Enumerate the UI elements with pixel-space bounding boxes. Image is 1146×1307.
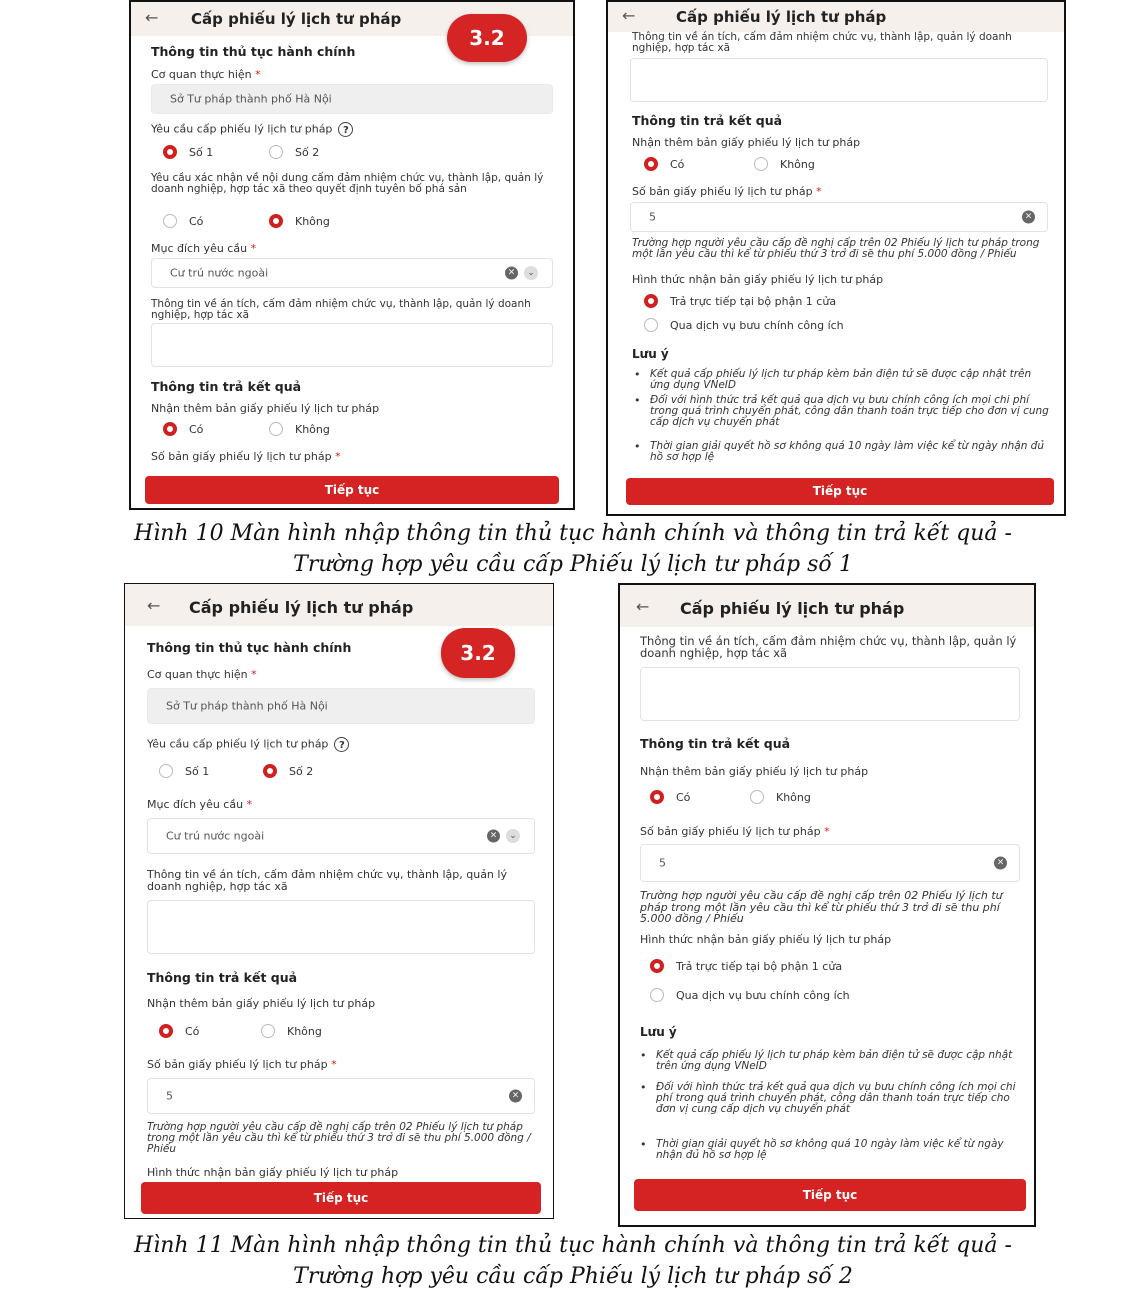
criminal-info-textarea[interactable] [147, 900, 535, 954]
step-badge: 3.2 [447, 14, 527, 62]
caption-line: Hình 11 Màn hình nhập thông tin thủ tục hành chính và thông tin trả kết quả - [134, 1233, 1012, 1258]
criminal-info-textarea[interactable] [640, 667, 1020, 721]
header-title: Cấp phiếu lý lịch tư pháp [676, 8, 887, 26]
fee-note: Trường hợp người yêu cầu cấp đề nghị cấp trên 02 Phiếu lý lịch tư pháp trong một lần yêu cầu thì kể từ phiếu thứ 3 trở đi sẽ thu phí 5.000 đồng / Phiếu [632, 237, 1040, 261]
criminal-info-label: Thông tin về án tích, cấm đảm nhiệm chức vụ, thành lập, quản lý doanh nghiệp, hợp tác xã [151, 298, 531, 322]
back-arrow-icon[interactable]: ← [147, 596, 161, 615]
section-result-title: Thông tin trả kết quả [151, 379, 302, 394]
criminal-info-label: Thông tin về án tích, cấm đảm nhiệm chức vụ, thành lập, quản lý doanh nghiệp, hợp tác xã [632, 31, 1012, 55]
radio-extra-no[interactable]: Không [750, 790, 811, 804]
phone-screen-fig10-step2 [606, 0, 1066, 516]
purpose-label: Mục đích yêu cầu * [147, 798, 253, 811]
clear-icon[interactable]: × [994, 857, 1007, 870]
copies-label: Số bản giấy phiếu lý lịch tư pháp * [640, 825, 830, 838]
back-arrow-icon[interactable]: ← [145, 8, 159, 27]
copies-label: Số bản giấy phiếu lý lịch tư pháp * [151, 450, 341, 463]
chevron-down-icon[interactable]: ⌄ [506, 829, 520, 843]
fee-note: Trường hợp người yêu cầu cấp đề nghị cấp trên 02 Phiếu lý lịch tư pháp trong một lần yêu cầu thì kể từ phiếu thứ 3 trở đi sẽ thu phí 5.000 đồng / Phiếu [640, 889, 1003, 926]
radio-extra-yes[interactable]: Có [163, 422, 203, 436]
note-item: • Thời gian giải quyết hồ sơ không quá 10 ngày làm việc kể từ ngày nhận đủ hồ sơ hợp lệ [632, 441, 1050, 463]
extra-copy-label: Nhận thêm bản giấy phiếu lý lịch tư pháp [640, 765, 869, 778]
clear-icon[interactable]: × [1022, 211, 1035, 224]
phone-screen-fig11-step2 [618, 583, 1036, 1227]
extra-copy-label: Nhận thêm bản giấy phiếu lý lịch tư pháp [632, 136, 861, 149]
step-badge: 3.2 [441, 628, 515, 678]
back-arrow-icon[interactable]: ← [622, 6, 636, 25]
request-type-label: Yêu cầu cấp phiếu lý lịch tư pháp ? [147, 737, 349, 752]
copies-label: Số bản giấy phiếu lý lịch tư pháp * [147, 1058, 337, 1071]
copies-input[interactable]: 5 × [147, 1078, 535, 1114]
clear-icon[interactable]: × [487, 830, 500, 843]
section-result-title: Thông tin trả kết quả [632, 113, 783, 128]
continue-button[interactable]: Tiếp tục [634, 1179, 1026, 1211]
copies-input[interactable]: 5 × [630, 202, 1048, 232]
note-item: • Kết quả cấp phiếu lý lịch tư pháp kèm bản điện tử sẽ được cập nhật trên ứng dụng VNeID [632, 369, 1050, 391]
radio-so1[interactable]: Số 1 [163, 145, 213, 159]
radio-method-direct[interactable]: Trả trực tiếp tại bộ phận 1 cửa [644, 294, 836, 308]
note-item: • Đối với hình thức trả kết quả qua dịch vụ bưu chính công ích mọi chi phí trong quá trình chuyển phát, công dân thanh toán trực tiếp cho đơn vị cung cấp dịch vụ chuyển phát [632, 395, 1050, 428]
app-header [608, 2, 1064, 32]
notes-title: Lưu ý [640, 1025, 677, 1039]
radio-extra-yes[interactable]: Có [650, 790, 690, 804]
continue-button[interactable]: Tiếp tục [626, 478, 1054, 505]
section-result-title: Thông tin trả kết quả [147, 970, 298, 985]
phone-screen-fig10-step1 [129, 0, 575, 510]
radio-so2[interactable]: Số 2 [269, 145, 319, 159]
clear-icon[interactable]: × [505, 267, 518, 280]
note-item: • Kết quả cấp phiếu lý lịch tư pháp kèm bản điện tử sẽ được cập nhật trên ứng dụng VNeID [638, 1050, 1026, 1072]
criminal-info-textarea[interactable] [151, 323, 553, 367]
radio-extra-no[interactable]: Không [754, 157, 815, 171]
method-label: Hình thức nhận bản giấy phiếu lý lịch tư pháp [640, 933, 892, 946]
clear-icon[interactable]: × [509, 1090, 522, 1103]
purpose-select[interactable]: Cư trú nước ngoài × ⌄ [147, 818, 535, 854]
method-label: Hình thức nhận bản giấy phiếu lý lịch tư pháp [147, 1166, 399, 1179]
help-question-icon[interactable]: ? [338, 122, 353, 137]
confirm-label: Yêu cầu xác nhận về nội dung cấm đảm nhiệm chức vụ, thành lập, quản lý doanh nghiệp, hợp tác xã theo quyết định tuyên bố phá sản [151, 172, 544, 196]
radio-method-post[interactable]: Qua dịch vụ bưu chính công ích [644, 318, 844, 332]
continue-button[interactable]: Tiếp tục [141, 1182, 541, 1214]
purpose-select[interactable]: Cư trú nước ngoài × ⌄ [151, 258, 553, 288]
radio-method-direct[interactable]: Trả trực tiếp tại bộ phận 1 cửa [650, 959, 842, 973]
method-label: Hình thức nhận bản giấy phiếu lý lịch tư pháp [632, 273, 884, 286]
caption-line: Hình 10 Màn hình nhập thông tin thủ tục hành chính và thông tin trả kết quả - [134, 521, 1012, 546]
phone-screen-fig11-step1 [124, 583, 554, 1219]
back-arrow-icon[interactable]: ← [636, 597, 650, 616]
header-title: Cấp phiếu lý lịch tư pháp [680, 599, 905, 618]
caption-line: Trường hợp yêu cầu cấp Phiếu lý lịch tư pháp số 2 [293, 1264, 853, 1289]
copies-label: Số bản giấy phiếu lý lịch tư pháp * [632, 185, 822, 198]
criminal-info-label: Thông tin về án tích, cấm đảm nhiệm chức vụ, thành lập, quản lý doanh nghiệp, hợp tác xã [147, 868, 507, 893]
header-title: Cấp phiếu lý lịch tư pháp [189, 598, 414, 617]
note-item: • Thời gian giải quyết hồ sơ không quá 10 ngày làm việc kể từ ngày nhận đủ hồ sơ hợp lệ [638, 1139, 1026, 1161]
extra-copy-label: Nhận thêm bản giấy phiếu lý lịch tư pháp [147, 997, 376, 1010]
section-result-title: Thông tin trả kết quả [640, 736, 791, 751]
radio-so2[interactable]: Số 2 [263, 764, 313, 778]
extra-copy-label: Nhận thêm bản giấy phiếu lý lịch tư pháp [151, 402, 380, 415]
chevron-down-icon[interactable]: ⌄ [524, 266, 538, 280]
app-header [620, 585, 1034, 627]
fee-note: Trường hợp người yêu cầu cấp đề nghị cấp trên 02 Phiếu lý lịch tư pháp trong một lần yêu cầu thì kể từ phiếu thứ 3 trở đi sẽ thu phí 5.000 đồng / Phiếu [147, 1121, 531, 1156]
radio-extra-no[interactable]: Không [261, 1024, 322, 1038]
figure-11-caption [0, 1230, 1146, 1292]
agency-field: Sở Tư pháp thành phố Hà Nội [147, 688, 535, 724]
radio-extra-yes[interactable]: Có [644, 157, 684, 171]
continue-button[interactable]: Tiếp tục [145, 476, 559, 504]
radio-so1[interactable]: Số 1 [159, 764, 209, 778]
radio-method-post[interactable]: Qua dịch vụ bưu chính công ích [650, 988, 850, 1002]
copies-input[interactable]: 5 × [640, 844, 1020, 882]
agency-field: Sở Tư pháp thành phố Hà Nội [151, 84, 553, 114]
radio-extra-yes[interactable]: Có [159, 1024, 199, 1038]
figure-10-caption [0, 518, 1146, 580]
section-admin-title: Thông tin thủ tục hành chính [147, 640, 352, 655]
header-title: Cấp phiếu lý lịch tư pháp [191, 10, 402, 28]
help-question-icon[interactable]: ? [334, 737, 349, 752]
notes-title: Lưu ý [632, 347, 669, 361]
agency-label: Cơ quan thực hiện * [151, 68, 261, 81]
request-type-label: Yêu cầu cấp phiếu lý lịch tư pháp ? [151, 122, 353, 137]
radio-confirm-yes[interactable]: Có [163, 214, 203, 228]
section-admin-title: Thông tin thủ tục hành chính [151, 44, 356, 59]
criminal-info-label: Thông tin về án tích, cấm đảm nhiệm chức vụ, thành lập, quản lý doanh nghiệp, hợp tác xã [640, 634, 1017, 661]
app-header [125, 584, 553, 626]
purpose-label: Mục đích yêu cầu * [151, 242, 257, 255]
caption-line: Trường hợp yêu cầu cấp Phiếu lý lịch tư pháp số 1 [293, 552, 853, 577]
note-item: • Đối với hình thức trả kết quả qua dịch vụ bưu chính công ích mọi chi phí trong quá trình chuyển phát, công dân thanh toán trực tiếp cho đơn vị cung cấp dịch vụ chuyển phát [638, 1082, 1026, 1115]
criminal-info-textarea[interactable] [630, 58, 1048, 102]
agency-label: Cơ quan thực hiện * [147, 668, 257, 681]
radio-extra-no[interactable]: Không [269, 422, 330, 436]
radio-confirm-no[interactable]: Không [269, 214, 330, 228]
